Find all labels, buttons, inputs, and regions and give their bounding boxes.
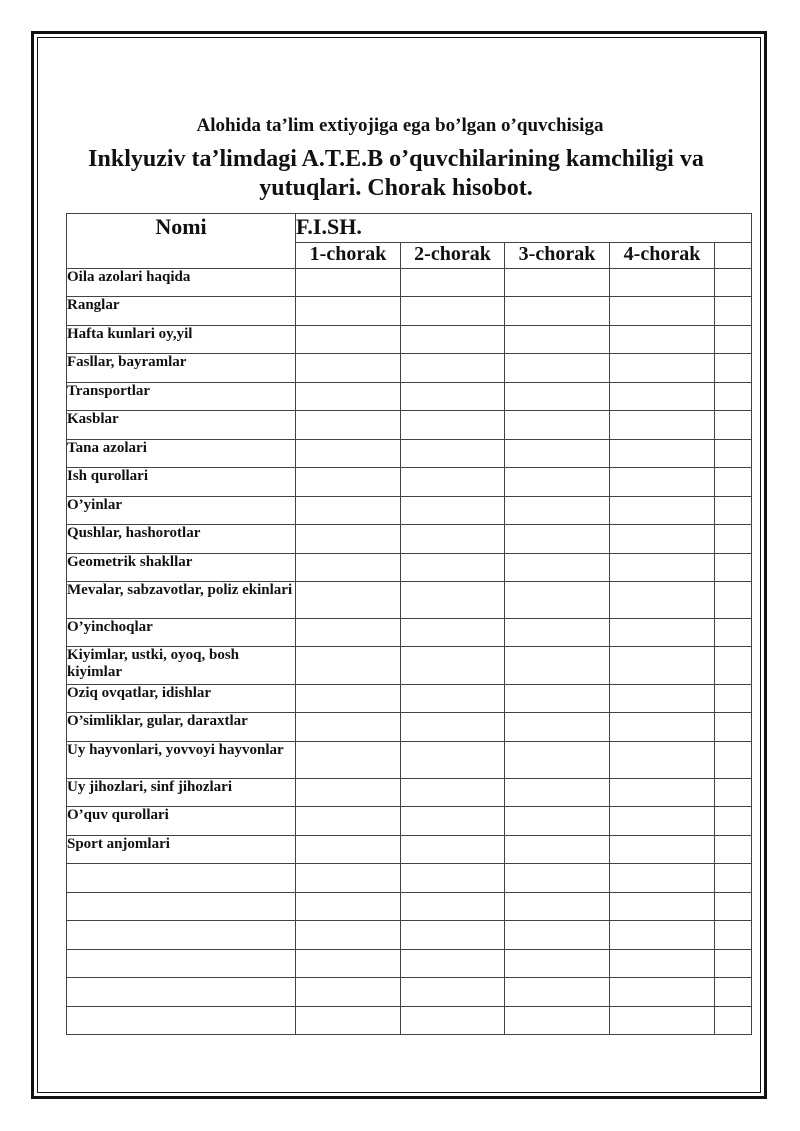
quarter-4-cell[interactable] [610,619,715,647]
extra-cell[interactable] [715,742,752,779]
quarter-3-cell[interactable] [505,893,610,921]
table-row [67,893,752,921]
extra-cell[interactable] [715,1007,752,1035]
quarter-4-cell[interactable] [610,864,715,893]
quarter-2-cell[interactable] [401,468,505,497]
extra-cell[interactable] [715,582,752,619]
quarter-4-cell[interactable] [610,383,715,411]
quarter-1-cell[interactable] [296,269,401,297]
quarter-2-cell[interactable] [401,411,505,440]
quarter-4-cell[interactable] [610,297,715,326]
table-row [67,978,752,1007]
topic-label: O’yinlar [67,497,296,525]
quarter-4-cell[interactable] [610,742,715,779]
quarter-1-cell[interactable] [296,619,401,647]
quarter-4-cell[interactable] [610,950,715,978]
table-row [67,582,752,619]
extra-cell[interactable] [715,411,752,440]
quarter-2-cell[interactable] [401,978,505,1007]
quarter-header-1: 1-chorak [296,243,401,269]
topic-label: Ish qurollari [67,468,296,497]
extra-cell[interactable] [715,978,752,1007]
quarter-1-cell[interactable] [296,742,401,779]
topic-label: Hafta kunlari oy,yil [67,326,296,354]
quarter-1-cell[interactable] [296,807,401,836]
topic-label: Fasllar, bayramlar [67,354,296,383]
quarter-4-cell[interactable] [610,921,715,950]
quarter-3-cell[interactable] [505,685,610,713]
quarter-4-cell[interactable] [610,411,715,440]
quarter-2-cell[interactable] [401,269,505,297]
table-row [67,950,752,978]
topic-label: Uy jihozlari, sinf jihozlari [67,779,296,807]
quarter-2-cell[interactable] [401,1007,505,1035]
name-column-header: Nomi [67,214,296,269]
quarter-3-cell[interactable] [505,713,610,742]
topic-label [67,893,296,921]
quarter-3-cell[interactable] [505,468,610,497]
quarter-1-cell[interactable] [296,1007,401,1035]
topic-label [67,1007,296,1035]
quarter-header-2: 2-chorak [401,243,505,269]
fish-header: F.I.SH. [296,214,752,243]
topic-label: Tana azolari [67,440,296,468]
quarter-3-cell[interactable] [505,411,610,440]
quarter-1-cell[interactable] [296,893,401,921]
quarter-2-cell[interactable] [401,297,505,326]
extra-cell[interactable] [715,864,752,893]
quarter-3-cell[interactable] [505,269,610,297]
quarter-3-cell[interactable] [505,1007,610,1035]
quarter-4-cell[interactable] [610,582,715,619]
table-row [67,647,752,685]
quarter-4-cell[interactable] [610,713,715,742]
quarter-3-cell[interactable] [505,779,610,807]
extra-cell[interactable] [715,440,752,468]
quarter-3-cell[interactable] [505,978,610,1007]
quarter-4-cell[interactable] [610,525,715,554]
extra-cell[interactable] [715,619,752,647]
quarter-2-cell[interactable] [401,383,505,411]
quarter-2-cell[interactable] [401,836,505,864]
quarter-1-cell[interactable] [296,978,401,1007]
quarter-1-cell[interactable] [296,685,401,713]
quarter-3-cell[interactable] [505,554,610,582]
extra-cell[interactable] [715,779,752,807]
quarter-3-cell[interactable] [505,440,610,468]
quarter-1-cell[interactable] [296,554,401,582]
quarter-1-cell[interactable] [296,864,401,893]
topic-label [67,921,296,950]
quarter-3-cell[interactable] [505,836,610,864]
table-row [67,742,752,779]
quarter-2-cell[interactable] [401,779,505,807]
quarter-1-cell[interactable] [296,836,401,864]
table-row [67,864,752,893]
quarter-4-cell[interactable] [610,326,715,354]
quarter-4-cell[interactable] [610,354,715,383]
topic-label: O’yinchoqlar [67,619,296,647]
table-row [67,836,752,864]
topic-label: Transportlar [67,383,296,411]
table-row [67,497,752,525]
extra-cell[interactable] [715,297,752,326]
extra-cell[interactable] [715,354,752,383]
extra-cell[interactable] [715,647,752,685]
topic-label: Oila azolari haqida [67,269,296,297]
quarter-3-cell[interactable] [505,297,610,326]
quarter-1-cell[interactable] [296,354,401,383]
table-row [67,411,752,440]
quarter-1-cell[interactable] [296,468,401,497]
quarter-3-cell[interactable] [505,326,610,354]
quarter-2-cell[interactable] [401,685,505,713]
table-row [67,354,752,383]
quarter-1-cell[interactable] [296,921,401,950]
quarter-3-cell[interactable] [505,383,610,411]
extra-cell[interactable] [715,950,752,978]
quarter-4-cell[interactable] [610,554,715,582]
topic-label: Sport anjomlari [67,836,296,864]
topic-label: O’quv qurollari [67,807,296,836]
quarter-4-cell[interactable] [610,269,715,297]
topic-label: Ranglar [67,297,296,326]
quarter-4-cell[interactable] [610,497,715,525]
quarter-1-cell[interactable] [296,497,401,525]
quarter-4-cell[interactable] [610,893,715,921]
quarter-2-cell[interactable] [401,893,505,921]
quarter-2-cell[interactable] [401,864,505,893]
quarter-1-cell[interactable] [296,326,401,354]
topic-label [67,864,296,893]
quarter-3-cell[interactable] [505,619,610,647]
quarter-3-cell[interactable] [505,354,610,383]
quarter-1-cell[interactable] [296,950,401,978]
extra-cell[interactable] [715,893,752,921]
quarter-3-cell[interactable] [505,497,610,525]
quarter-2-cell[interactable] [401,326,505,354]
quarter-1-cell[interactable] [296,297,401,326]
topic-label: Mevalar, sabzavotlar, poliz ekinlari [67,582,296,619]
table-row [67,269,752,297]
quarter-1-cell[interactable] [296,582,401,619]
quarter-3-cell[interactable] [505,742,610,779]
quarter-2-cell[interactable] [401,950,505,978]
table-row [67,383,752,411]
extra-cell[interactable] [715,836,752,864]
quarter-header-4: 4-chorak [610,243,715,269]
topic-label: Oziq ovqatlar, idishlar [67,685,296,713]
extra-cell[interactable] [715,468,752,497]
quarterly-report-table [66,213,752,1035]
table-row [67,1007,752,1035]
extra-cell[interactable] [715,685,752,713]
quarter-1-cell[interactable] [296,779,401,807]
quarter-4-cell[interactable] [610,978,715,1007]
quarter-2-cell[interactable] [401,921,505,950]
extra-cell[interactable] [715,525,752,554]
quarter-2-cell[interactable] [401,554,505,582]
quarter-1-cell[interactable] [296,383,401,411]
quarter-2-cell[interactable] [401,742,505,779]
extra-cell[interactable] [715,921,752,950]
quarter-header-3: 3-chorak [505,243,610,269]
quarter-3-cell[interactable] [505,950,610,978]
topic-label: O’simliklar, gular, daraxtlar [67,713,296,742]
quarter-1-cell[interactable] [296,440,401,468]
quarter-4-cell[interactable] [610,440,715,468]
quarter-2-cell[interactable] [401,807,505,836]
quarter-2-cell[interactable] [401,582,505,619]
topic-label [67,978,296,1007]
quarter-1-cell[interactable] [296,411,401,440]
quarter-4-cell[interactable] [610,647,715,685]
quarter-3-cell[interactable] [505,807,610,836]
quarter-4-cell[interactable] [610,468,715,497]
quarter-2-cell[interactable] [401,354,505,383]
extra-cell[interactable] [715,554,752,582]
quarter-4-cell[interactable] [610,1007,715,1035]
table-row [67,326,752,354]
table-row [67,440,752,468]
quarter-4-cell[interactable] [610,779,715,807]
topic-label: Qushlar, hashorotlar [67,525,296,554]
extra-cell[interactable] [715,713,752,742]
quarter-2-cell[interactable] [401,647,505,685]
quarter-1-cell[interactable] [296,647,401,685]
document-subtitle: Alohida ta’lim extiyojiga ega bo’lgan o’quvchisiga [196,115,604,136]
quarter-2-cell[interactable] [401,525,505,554]
table-row [67,619,752,647]
topic-label: Uy hayvonlari, yovvoyi hayvonlar [67,742,296,779]
quarter-4-cell[interactable] [610,836,715,864]
quarter-3-cell[interactable] [505,921,610,950]
quarter-3-cell[interactable] [505,582,610,619]
quarter-2-cell[interactable] [401,713,505,742]
quarter-2-cell[interactable] [401,619,505,647]
table-row [67,779,752,807]
extra-header [715,243,752,269]
table-row [67,554,752,582]
quarter-4-cell[interactable] [610,807,715,836]
extra-cell[interactable] [715,497,752,525]
table-row [67,525,752,554]
quarter-3-cell[interactable] [505,647,610,685]
quarter-2-cell[interactable] [401,497,505,525]
table-row [67,921,752,950]
table-row [67,468,752,497]
quarter-3-cell[interactable] [505,525,610,554]
table-row [67,713,752,742]
topic-label: Kasblar [67,411,296,440]
topic-label: Kiyimlar, ustki, oyoq, bosh kiyimlar [67,647,296,685]
quarter-2-cell[interactable] [401,440,505,468]
document-title: Inklyuziv ta’limdagi A.T.E.B o’quvchilarining kamchiligi va yutuqlari. Chorak hisobot. [88,146,704,201]
extra-cell[interactable] [715,383,752,411]
quarter-4-cell[interactable] [610,685,715,713]
table-row [67,685,752,713]
table-row [67,807,752,836]
quarter-1-cell[interactable] [296,525,401,554]
extra-cell[interactable] [715,269,752,297]
extra-cell[interactable] [715,807,752,836]
topic-label: Geometrik shakllar [67,554,296,582]
table-row [67,297,752,326]
quarter-3-cell[interactable] [505,864,610,893]
quarter-1-cell[interactable] [296,713,401,742]
report-body [67,269,752,1035]
topic-label [67,950,296,978]
extra-cell[interactable] [715,326,752,354]
